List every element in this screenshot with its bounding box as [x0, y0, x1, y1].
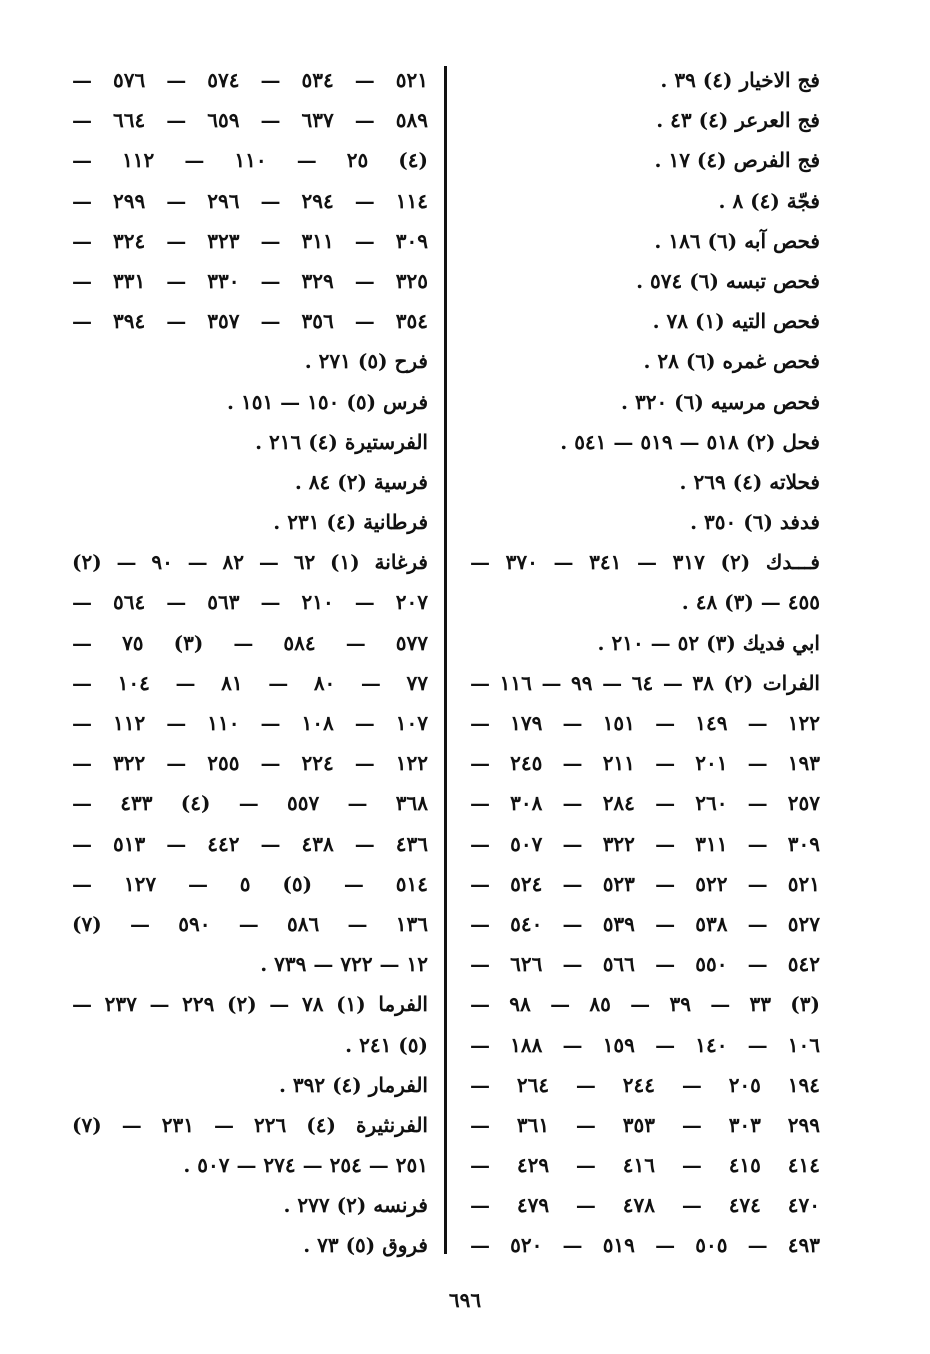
index-line: ٥٧٧ — ٥٨٤ — (٣) ٧٥ —	[72, 630, 428, 655]
index-line: ٣٢٥ — ٣٢٩ — ٣٣٠ — ٣٣١ —	[72, 268, 428, 293]
index-line: ١٩٤ ٢٠٥ — ٢٤٤ — ٢٦٤ —	[470, 1072, 820, 1097]
index-line: الفرنثيرة (٤) ٢٢٦ — ٢٣١ — (٧)	[72, 1112, 428, 1137]
index-line: فحص التيه (١) ٧٨ .	[652, 309, 820, 334]
index-line: (٤) ٢٥ — ١١٠ — ١١٢ —	[72, 148, 428, 173]
index-line: فج الفرص (٤) ١٧ .	[654, 148, 820, 173]
index-line: فروق (٥) ٧٣ .	[303, 1233, 428, 1258]
index-line: ٤٩٣ — ٥٠٥ — ٥١٩ — ٥٢٠ —	[470, 1233, 820, 1258]
index-line: فرغانة (١) ٦٢ — ٨٢ — ٩٠ — (٢)	[72, 550, 428, 575]
index-line: ٤١٤ ٤١٥ — ٤١٦ — ٤٢٩ —	[470, 1153, 820, 1178]
index-line: ١٢٢ — ١٤٩ — ١٥١ — ١٧٩ —	[470, 711, 820, 735]
index-line: ١٢ — ٧٢٢ — ٧٣٩ .	[260, 952, 428, 977]
index-line: فجّة (٤) ٨ .	[718, 188, 820, 213]
left-column	[72, 60, 428, 1266]
index-line: فحل (٢) ٥١٨ — ٥١٩ — ٥٤١ .	[560, 429, 820, 454]
index-line: الفرستيرة (٤) ٢١٦ .	[255, 429, 428, 454]
index-line: ٤٣٦ — ٤٣٨ — ٤٤٢ — ٥١٣ —	[72, 831, 428, 856]
column-divider	[444, 66, 447, 1254]
index-line: ١٢٢ — ٢٢٤ — ٢٥٥ — ٣٢٢ —	[72, 751, 428, 776]
index-line: ٣٠٩ — ٣١١ — ٣٢٢ — ٥٠٧ —	[470, 831, 820, 856]
index-line: ١٠٧ — ١٠٨ — ١١٠ — ١١٢ —	[72, 711, 428, 735]
index-line: الفرمار (٤) ٣٩٢ .	[278, 1072, 428, 1097]
right-column	[470, 60, 820, 1266]
index-line: (٣) ٣٣ — ٣٩ — ٨٥ — ٩٨ —	[470, 992, 820, 1017]
index-line: ١٣٦ — ٥٨٦ — ٥٩٠ — (٧)	[72, 911, 428, 936]
index-line: الفرما (١) ٧٨ — (٢) ٢٢٩ — ٢٣٧ —	[72, 992, 428, 1017]
index-line: ٥٢١ — ٥٣٤ — ٥٧٤ — ٥٧٦ —	[72, 68, 428, 92]
index-line: ١١٤ — ٢٩٤ — ٢٩٦ — ٢٩٩ —	[72, 188, 428, 213]
index-line: فحص آبه (٦) ١٨٦ .	[654, 228, 820, 253]
index-line: ٤٥٥ — (٣) ٤٨ .	[681, 590, 820, 615]
index-line: ٥٢٧ — ٥٣٨ — ٥٣٩ — ٥٤٠ —	[470, 911, 820, 936]
index-line: فـــدك (٢) ٣١٧ — ٣٤١ — ٣٧٠ —	[470, 550, 820, 575]
index-line: ٥٤٢ — ٥٥٠ — ٥٦٦ — ٦٢٦ —	[470, 952, 820, 977]
index-line: فحص تبسه (٦) ٥٧٤ .	[636, 268, 820, 293]
index-line: ٥٢١ — ٥٢٢ — ٥٢٣ — ٥٢٤ —	[470, 871, 820, 896]
index-line: ٣٠٩ — ٣١١ — ٣٢٣ — ٣٢٤ —	[72, 228, 428, 253]
index-line: الفرات (٢) ٣٨ — ٦٤ — ٩٩ — ١١٦ —	[470, 670, 820, 695]
index-line: ٤٧٠ ٤٧٤ — ٤٧٨ — ٤٧٩ —	[470, 1193, 820, 1218]
index-line: ٢٥٧ — ٢٦٠ — ٢٨٤ — ٣٠٨ —	[470, 791, 820, 816]
index-line: فرسية (٢) ٨٤ .	[294, 469, 428, 494]
page-number: ٦٩٦	[448, 1288, 482, 1312]
index-line: ٣٥٤ — ٣٥٦ — ٣٥٧ — ٣٩٤ —	[72, 309, 428, 334]
index-line: ١٠٦ — ١٤٠ — ١٥٩ — ١٨٨ —	[470, 1032, 820, 1057]
index-line: ٥١٤ — (٥) ٥ — ١٢٧ —	[72, 871, 428, 896]
index-line: فحص مرسيه (٦) ٣٢٠ .	[621, 389, 820, 414]
index-line: فحص غمره (٦) ٢٨ .	[643, 349, 820, 374]
index-line: ١٩٣ — ٢٠١ — ٢١١ — ٢٤٥ —	[470, 751, 820, 776]
index-line: ٧٧ — ٨٠ — ٨١ — ١٠٤ —	[72, 670, 428, 695]
index-line: ٥٨٩ — ٦٣٧ — ٦٥٩ — ٦٦٤ —	[72, 108, 428, 133]
index-line: فرطانية (٤) ٢٣١ .	[273, 510, 428, 535]
index-line: ٢٠٧ — ٢١٠ — ٥٦٣ — ٥٦٤ —	[72, 590, 428, 615]
index-line: ٢٩٩ ٣٠٣ — ٣٥٣ — ٣٦١ —	[470, 1112, 820, 1137]
index-line: فرنسه (٢) ٢٧٧ .	[283, 1193, 428, 1218]
index-line: فرح (٥) ٢٧١ .	[304, 349, 428, 374]
index-line: فج الاخيار (٤) ٣٩ .	[660, 68, 820, 92]
index-line: فحلاته (٤) ٢٦٩ .	[679, 469, 820, 494]
index-line: فدفد (٦) ٣٥٠ .	[690, 510, 820, 535]
index-line: ابي فديك (٣) ٥٢ — ٢١٠ .	[597, 630, 820, 655]
index-line: ٣٦٨ — ٥٥٧ — (٤) ٤٣٣ —	[72, 791, 428, 816]
index-line: (٥) ٢٤١ .	[345, 1032, 428, 1057]
index-line: فرس (٥) ١٥٠ — ١٥١ .	[227, 389, 428, 414]
index-line: ٢٥١ — ٢٥٤ — ٢٧٤ — ٥٠٧ .	[183, 1153, 428, 1178]
index-line: فج العرعر (٤) ٤٣ .	[656, 108, 820, 133]
